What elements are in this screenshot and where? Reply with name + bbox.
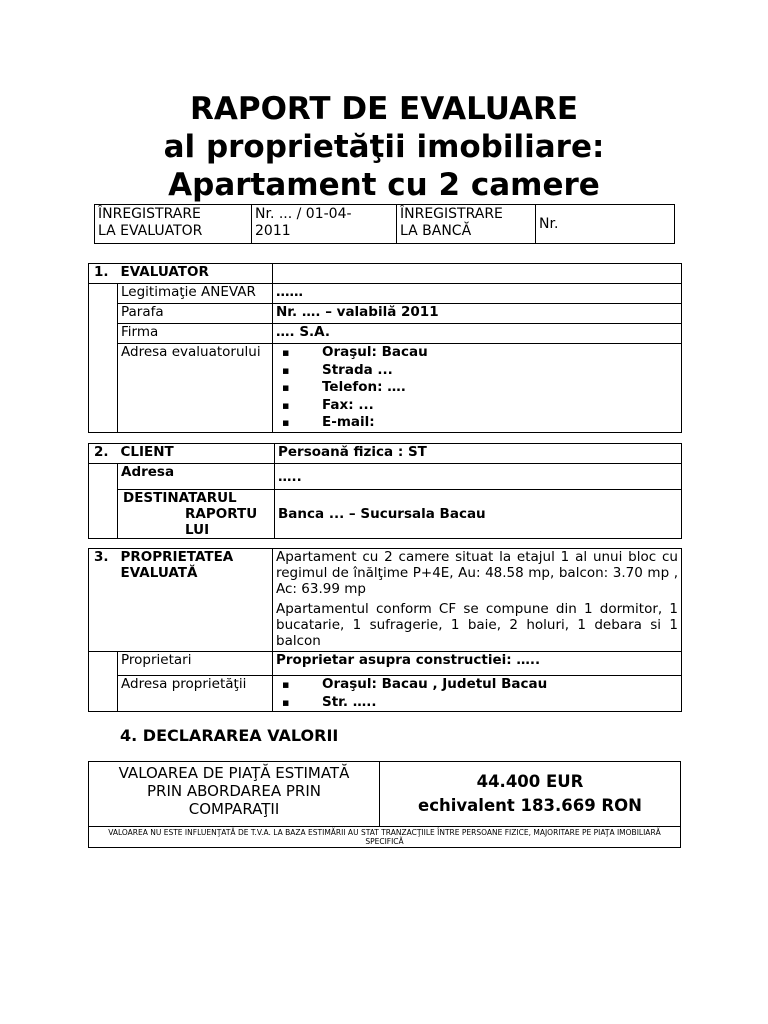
address-item: ▪ Telefon: …. (276, 379, 678, 397)
address-item: ▪ E-mail: (276, 414, 678, 432)
anevar-label: Legitimaţie ANEVAR (118, 284, 273, 304)
evaluator-address-value (273, 344, 682, 433)
property-section (88, 548, 682, 712)
client-address-label: Adresa (118, 464, 275, 490)
parafa-value: Nr. …. – valabilă 2011 (273, 304, 682, 324)
section-title-value (273, 264, 682, 284)
section-title: PROPRIETATEA EVALUATĂ (118, 549, 273, 652)
property-address-label: Adresa proprietăţii (118, 676, 273, 712)
section-gutter (89, 284, 118, 304)
parafa-label: Parafa (118, 304, 273, 324)
report-title-line-3: Apartament cu 2 camere (168, 167, 600, 203)
section-gutter (89, 652, 118, 676)
anevar-value: …… (273, 284, 682, 304)
section-gutter (89, 676, 118, 712)
bank-registration-value: Nr. (536, 205, 675, 244)
client-value: Persoană fizica : ST (275, 444, 682, 464)
evaluator-registration-label: ÎNREGISTRARE LA EVALUATOR (95, 205, 252, 244)
address-item: ▪ Strada ... (276, 362, 678, 380)
declaration-heading: 4. DECLARAREA VALORII (120, 726, 339, 745)
section-number: 2. (89, 444, 118, 464)
client-address-value: ….. (275, 464, 682, 490)
value-table (88, 761, 681, 848)
value-ron: echivalent 183.669 RON (418, 796, 642, 815)
firma-label: Firma (118, 324, 273, 344)
report-title-line-1: RAPORT DE EVALUARE (189, 91, 578, 127)
address-item: ▪ Oraşul: Bacau , Judetul Bacau (276, 676, 678, 694)
owners-value: Proprietar asupra constructiei: ….. (273, 652, 682, 676)
value-note: VALOAREA NU ESTE INFLUENŢATĂ DE T.V.A. LA BAZA ESTIMĂRII AU STAT TRANZACŢIILE ÎNTRE PERSOANE FIZICE, MAJORITARE PE PIAŢA IMOBILIARĂ SPECIFICĂ (89, 827, 681, 848)
section-title: EVALUATOR (118, 264, 273, 284)
report-recipient-label: DESTINATARUL RAPORTU LUI (118, 490, 275, 539)
section-number: 1. (89, 264, 118, 284)
market-value (380, 762, 681, 827)
bank-registration-label: ÎNREGISTRARE LA BANCĂ (397, 205, 536, 244)
evaluator-address-label: Adresa evaluatorului (118, 344, 273, 433)
address-item: ▪ Oraşul: Bacau (276, 344, 678, 362)
section-gutter (89, 324, 118, 344)
property-description: Apartament cu 2 camere situat la etajul 1 al unui bloc cu regimul de înălţime P+4E, Au: 48.58 mp, balcon: 3.70 mp , Ac: 63.99 mp Apartamentul conform CF se compune din 1 dormitor, 1 bucatarie, 1 sufragerie, 1 baie, 2 holuri, 1 debara si 1 balcon (273, 549, 682, 652)
client-section (88, 443, 682, 539)
value-eur: 44.400 EUR (476, 772, 584, 791)
address-item: ▪ Str. ….. (276, 694, 678, 712)
section-gutter (89, 490, 118, 539)
section-number: 3. (89, 549, 118, 652)
property-address-value (273, 676, 682, 712)
section-title: CLIENT (118, 444, 275, 464)
owners-label: Proprietari (118, 652, 273, 676)
address-item: ▪ Fax: ... (276, 397, 678, 415)
firma-value: …. S.A. (273, 324, 682, 344)
report-recipient-value: Banca ... – Sucursala Bacau (275, 490, 682, 539)
section-gutter (89, 464, 118, 490)
section-gutter (89, 304, 118, 324)
report-title-line-2: al proprietăţii imobiliare: (163, 129, 605, 165)
evaluator-registration-value: Nr. ... / 01-04- 2011 (252, 205, 397, 244)
market-value-label: VALOAREA DE PIAŢĂ ESTIMATĂ PRIN ABORDAREA PRIN COMPARAŢII (89, 762, 380, 827)
section-gutter (89, 344, 118, 433)
registration-table (94, 204, 675, 244)
evaluator-section (88, 263, 682, 433)
